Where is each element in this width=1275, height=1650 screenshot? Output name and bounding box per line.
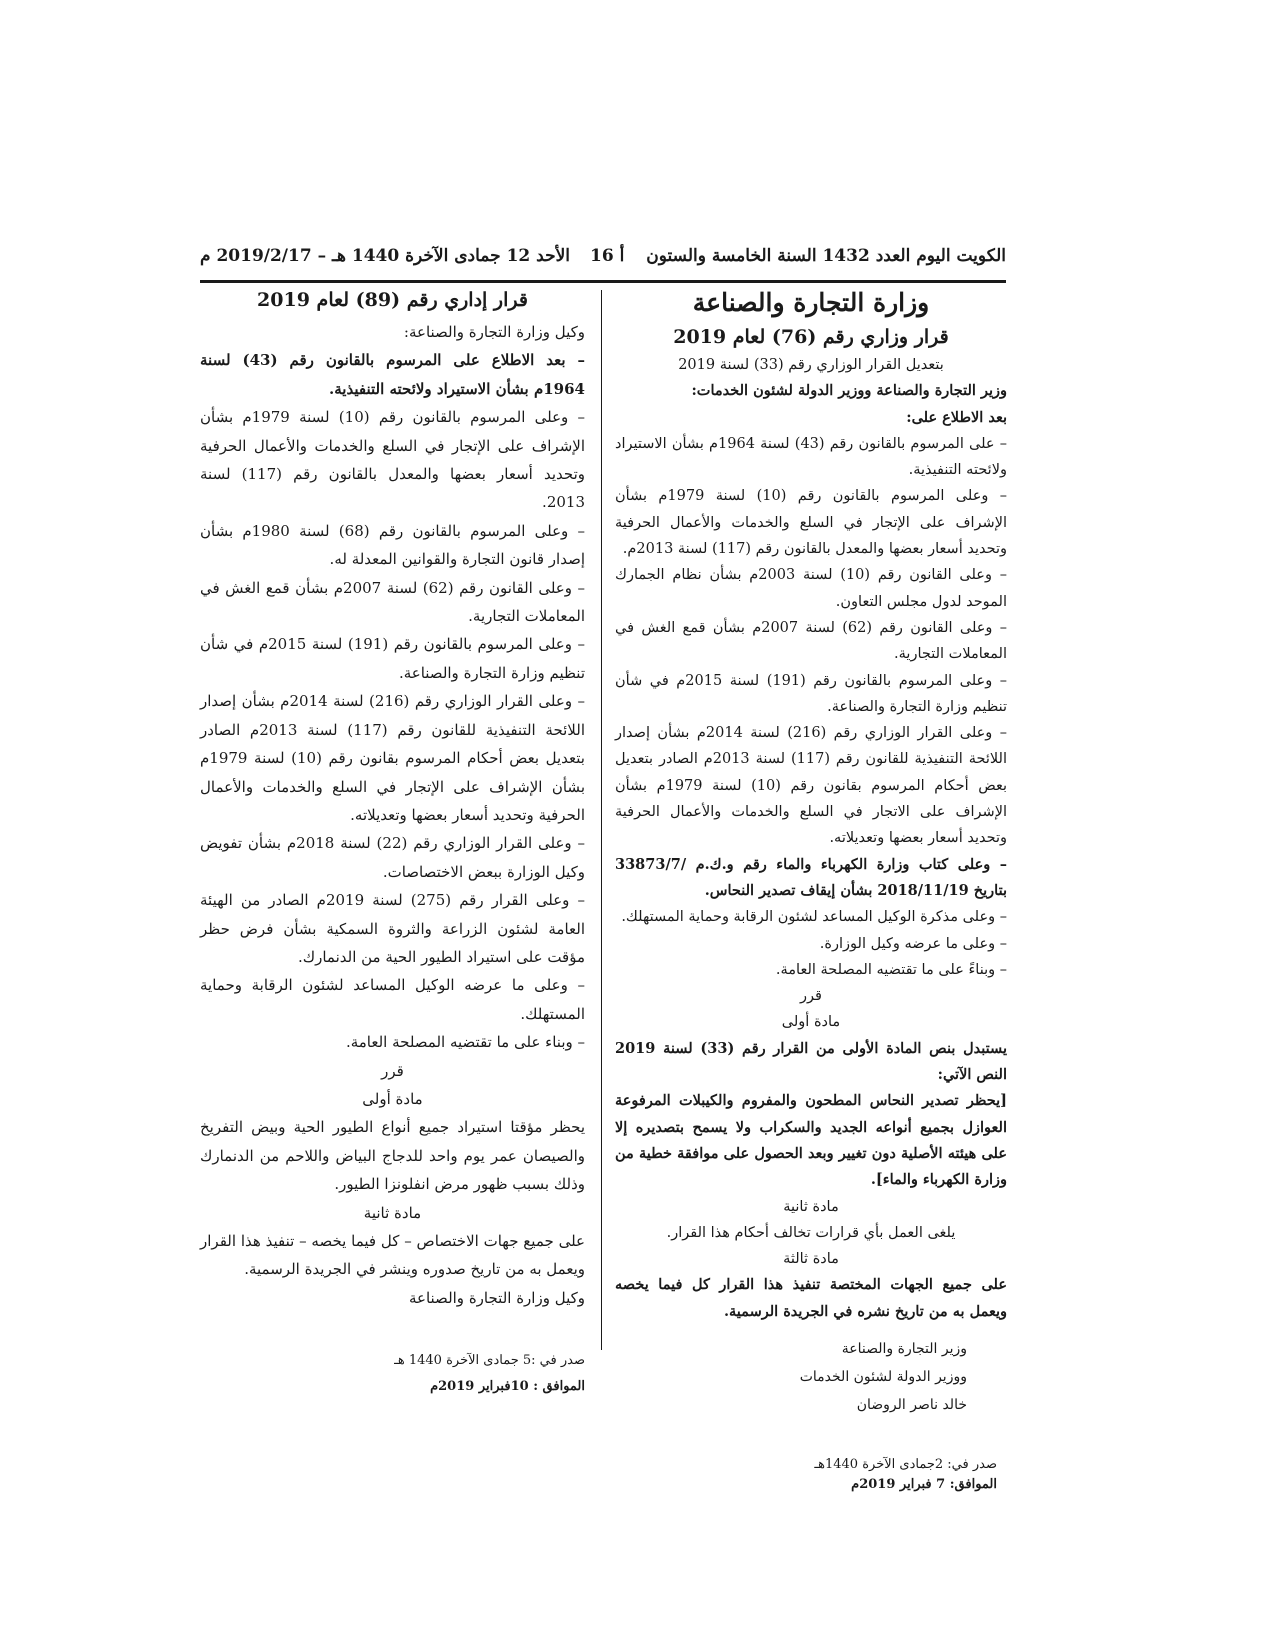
clause: – وعلى المرسوم بالقانون رقم (191) لسنة 2015م في شأن تنظيم وزارة التجارة والصناعة. [615,672,1007,715]
clause: – وعلى ما عرضه وكيل الوزارة. [819,935,1007,952]
page-header [200,246,1006,274]
decision-title: قرار وزاري رقم (76) لعام 2019 [673,326,949,348]
ministry-heading: وزارة التجارة والصناعة [692,288,930,317]
signature-line: ووزير الدولة لشئون الخدمات [799,1368,967,1385]
article-title: مادة أولى [781,1014,841,1031]
signature-name: خالد ناصر الروضان [856,1396,967,1413]
clause: – على المرسوم بالقانون رقم (43) لسنة 1964م بشأن الاستيراد ولائحته التنفيذية. [615,435,1007,479]
clause: – وعلى القرار الوزاري رقم (216) لسنة 2014م بشأن إصدار اللائحة التنفيذية للقانون رقم (117) لسنة 2013م الصادر بتعديل بعض أحكام المرسوم بقانون رقم (10) لسنة 1979م بشأن الإشراف على الإتجار في السلع والخدمات والأعمال الحرفية وتحديد أسعار بعضها وتعديلاته. [200,692,585,824]
clause: – وعلى القرار رقم (275) لسنة 2019م الصادر من الهيئة العامة لشئون الزراعة والثروة السمكية بشأن فرض حظر مؤقت على استيراد الطيور الحية من الدنمارك. [200,891,585,966]
column-divider [601,290,602,1350]
clause: – وعلى القانون رقم (62) لسنة 2007م بشأن قمع الغش في المعاملات التجارية. [200,578,585,626]
clause: – وعلى كتاب وزارة الكهرباء والماء رقم و.ك.م /33873/7 بتاريخ 2018/11/19 بشأن إيقاف تصدير النحاس. [615,855,1007,899]
clause: – وعلى القرار الوزاري رقم (22) لسنة 2018م بشأن تفويض وكيل الوزارة ببعض الاختصاصات. [200,834,585,881]
left-column [200,282,585,1400]
clause: – وعلى المرسوم بالقانون رقم (10) لسنة 1979م بشأن الإشراف على الإتجار في السلع والخدمات والأعمال الحرفية وتحديد أسعار بعضها والمعدل بالقانون رقم (117) لسنة 2013م. [615,488,1007,558]
right-column [615,282,1007,1495]
decision-subtitle: بتعديل القرار الوزاري رقم (33) لسنة 2019 [678,357,944,373]
article-text: يستبدل بنص المادة الأولى من القرار رقم (33) لسنة 2019 النص الآتي: [615,1039,1007,1084]
article-title: مادة ثانية [783,1198,839,1215]
publication-info: الكويت اليوم العدد 1432 السنة الخامسة والستون [646,246,1006,266]
article-text: يحظر مؤقتا استيراد جميع أنواع الطيور الحية وبيض التفريخ والصيصان عمر يوم واحد للدجاج البياض واللاحم من الدنمارك وذلك بسبب ظهور مرض انفلونزا الطيور. [200,1118,585,1194]
decided-heading: قرر [381,1061,404,1080]
clause: – وعلى القرار الوزاري رقم (216) لسنة 2014م بشأن إصدار اللائحة التنفيذية للقانون رقم (117) لسنة 2013م الصادر بتعديل بعض أحكام المرسوم بقانون رقم (10) لسنة 1979م بشأن الإشراف على الاتجار في السلع والخدمات والأعمال الحرفية وتحديد أسعار بعضها وتعديلاته. [615,725,1007,847]
clause: – وعلى ما عرضه الوكيل المساعد لشئون الرقابة وحماية المستهلك. [200,976,585,1023]
issue-date-gregorian: الموافق : 10فبراير 2019م [430,1379,585,1395]
issuer: وزير التجارة والصناعة ووزير الدولة لشئون الخدمات: [691,382,1007,400]
issue-date-gregorian: الموافق: 7 فبراير 2019م [851,1476,997,1492]
article-quote: [يحظر تصدير النحاس المطحون والمفروم والكيبلات المرفوعة العوازل بجميع أنواعه الجديد والسكراب ولا يسمح بتصديره إلا على هيئته الأصلية دون تغيير وبعد الحصول على موافقة خطية من وزارة الكهرباء والماء]. [615,1092,1007,1189]
clause: – وعلى المرسوم بالقانون رقم (68) لسنة 1980م بشأن إصدار قانون التجارة والقوانين المعدلة له. [200,521,585,569]
after-review: بعد الاطلاع على: [906,408,1007,426]
decision-title: قرار إداري رقم (89) لعام 2019 [257,289,528,311]
decided-heading: قرر [800,988,822,1005]
article-title: مادة ثالثة [783,1251,839,1268]
article-text: على جميع جهات الاختصاص – كل فيما يخصه – تنفيذ هذا القرار ويعمل به من تاريخ صدوره وينشر في الجريدة الرسمية. [200,1232,585,1279]
article-text: يلغى العمل بأي قرارات تخالف أحكام هذا القرار. [666,1224,956,1241]
signature-line: وزير التجارة والصناعة [841,1340,967,1357]
clause: – وعلى القانون رقم (62) لسنة 2007م بشأن قمع الغش في المعاملات التجارية. [615,619,1007,663]
clause: – وعلى المرسوم بالقانون رقم (191) لسنة 2015م في شأن تنظيم وزارة التجارة والصناعة. [200,635,585,682]
clause: – وبناء على ما تقتضيه المصلحة العامة. [345,1033,585,1052]
article-text: على جميع الجهات المختصة تنفيذ هذا القرار كل فيما يخصه ويعمل به من تاريخ نشره في الجريدة الرسمية. [615,1276,1007,1320]
clause: – بعد الاطلاع على المرسوم بالقانون رقم (43) لسنة 1964م بشأن الاستيراد ولائحته التنفيذية. [200,351,585,398]
clause: – وعلى المرسوم بالقانون رقم (10) لسنة 1979م بشأن الإشراف على الإتجار في السلع والخدمات والأعمال الحرفية وتحديد أسعار بعضها والمعدل بالقانون رقم (117) لسنة 2013. [200,408,585,512]
page-number: أ 16 [590,246,625,266]
clause: – وعلى مذكرة الوكيل المساعد لشئون الرقابة وحماية المستهلك. [621,909,1007,926]
article-title: مادة أولى [362,1089,423,1108]
article-title: مادة ثانية [363,1203,422,1222]
signature-line: وكيل وزارة التجارة والصناعة [408,1288,585,1307]
clause: – وبناءً على ما تقتضيه المصلحة العامة. [775,961,1007,978]
clause: – وعلى القانون رقم (10) لسنة 2003م بشأن نظام الجمارك الموحد لدول مجلس التعاون. [615,567,1007,610]
issue-date-hijri: صدر في: 2جمادى الآخرة 1440هـ [814,1456,997,1472]
issuer: وكيل وزارة التجارة والصناعة: [403,323,585,341]
issue-date-hijri: صدر في :5 جمادى الآخرة 1440 هـ [394,1353,585,1369]
issue-date: الأحد 12 جمادى الآخرة 1440 هـ – 2019/2/17 م [200,246,571,266]
